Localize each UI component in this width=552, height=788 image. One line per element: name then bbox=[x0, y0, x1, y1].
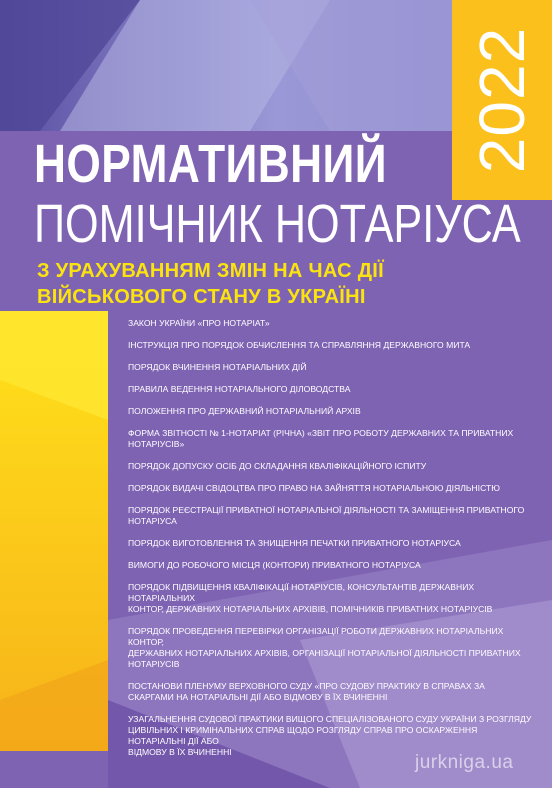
toc-item: УЗАГАЛЬНЕННЯ СУДОВОЇ ПРАКТИКИ ВИЩОГО СПЕЦІАЛІЗОВАНОГО СУДУ УКРАЇНИ З РОЗГЛЯДУ ЦИВІЛЬНИХ І КРИМІНАЛЬНИХ СПРАВ ЩОДО РОЗГЛЯДУ СПРАВ ПРО ОСКАРЖЕННЯ НОТАРІАЛЬНІ ДІЇ АБО ВІДМОВУ В ЇХ ВЧИНЕННІ bbox=[128, 714, 532, 757]
toc-item: ПОРЯДОК ПРОВЕДЕННЯ ПЕРЕВІРКИ ОРГАНІЗАЦІЇ РОБОТИ ДЕРЖАВНИХ НОТАРІАЛЬНИХ КОНТОР, ДЕРЖАВНИХ НОТАРІАЛЬНИХ АРХІВІВ, ОРГАНІЗАЦІЇ НОТАРІАЛЬНОЇ ДІЯЛЬНОСТІ ПРИВАТНИХ НОТАРІУСІВ bbox=[128, 626, 521, 669]
toc-item: ПОРЯДОК ВИДАЧІ СВІДОЦТВА ПРО ПРАВО НА ЗАЙНЯТТЯ НОТАРІАЛЬНОЮ ДІЯЛЬНІСТЮ bbox=[128, 483, 500, 493]
subtitle bbox=[37, 258, 384, 310]
toc-item: ПОРЯДОК ПІДВИЩЕННЯ КВАЛІФІКАЦІЇ НОТАРІУСІВ, КОНСУЛЬТАНТІВ ДЕРЖАВНИХ НОТАРІАЛЬНИХ КОНТОР, ДЕРЖАВНИХ НОТАРІАЛЬНИХ АРХІВІВ, ПОМІЧНИКІВ ПРИВАТНИХ НОТАРІУСІВ bbox=[128, 582, 493, 614]
toc-item: ВИМОГИ ДО РОБОЧОГО МІСЦЯ (КОНТОРИ) ПРИВАТНОГО НОТАРІУСА bbox=[128, 560, 421, 570]
watermark: jurkniga.ua bbox=[415, 752, 514, 773]
subtitle-line-1: З УРАХУВАННЯМ ЗМІН НА ЧАС ДІЇ bbox=[37, 260, 384, 282]
toc-item: ПОЛОЖЕННЯ ПРО ДЕРЖАВНИЙ НОТАРІАЛЬНИЙ АРХІВ bbox=[128, 406, 361, 416]
title-line-1: НОРМАТИВНИЙ bbox=[34, 134, 388, 194]
year-label: 2022 bbox=[466, 26, 538, 174]
toc-item: ПОРЯДОК ДОПУСКУ ОСІБ ДО СКЛАДАННЯ КВАЛІФІКАЦІЙНОГО ІСПИТУ bbox=[128, 461, 427, 471]
toc-item: ІНСТРУКЦІЯ ПРО ПОРЯДОК ОБЧИСЛЕННЯ ТА СПРАВЛЯННЯ ДЕРЖАВНОГО МИТА bbox=[128, 340, 471, 350]
toc-item: ПОСТАНОВИ ПЛЕНУМУ ВЕРХОВНОГО СУДУ «ПРО СУДОВУ ПРАКТИКУ В СПРАВАХ ЗА СКАРГАМИ НА НОТАРІАЛЬНІ ДІЇ АБО ВІДМОВУ В ЇХ ВЧИНЕННІ bbox=[128, 681, 485, 702]
toc-item: ПОРЯДОК ВЧИНЕННЯ НОТАРІАЛЬНИХ ДІЙ bbox=[128, 362, 307, 372]
toc-item: ЗАКОН УКРАЇНИ «ПРО НОТАРІАТ» bbox=[128, 318, 270, 328]
toc-item: ФОРМА ЗВІТНОСТІ № 1-НОТАРІАТ (РІЧНА) «ЗВІТ ПРО РОБОТУ ДЕРЖАВНИХ ТА ПРИВАТНИХ НОТАРІУСІВ» bbox=[128, 428, 514, 449]
title-line-2: ПОМІЧНИК НОТАРІУСА bbox=[34, 194, 521, 254]
subtitle-line-2: ВІЙСЬКОВОГО СТАНУ В УКРАЇНІ bbox=[37, 286, 366, 308]
table-of-contents bbox=[128, 318, 532, 758]
toc-item: ПОРЯДОК ВИГОТОВЛЕННЯ ТА ЗНИЩЕННЯ ПЕЧАТКИ ПРИВАТНОГО НОТАРІУСА bbox=[128, 538, 461, 548]
toc-item: ПОРЯДОК РЕЄСТРАЦІЇ ПРИВАТНОЇ НОТАРІАЛЬНОЇ ДІЯЛЬНОСТІ ТА ЗАМІЩЕННЯ ПРИВАТНОГО НОТАРІУСА bbox=[128, 505, 525, 526]
toc-item: ПРАВИЛА ВЕДЕННЯ НОТАРІАЛЬНОГО ДІЛОВОДСТВА bbox=[128, 384, 351, 394]
